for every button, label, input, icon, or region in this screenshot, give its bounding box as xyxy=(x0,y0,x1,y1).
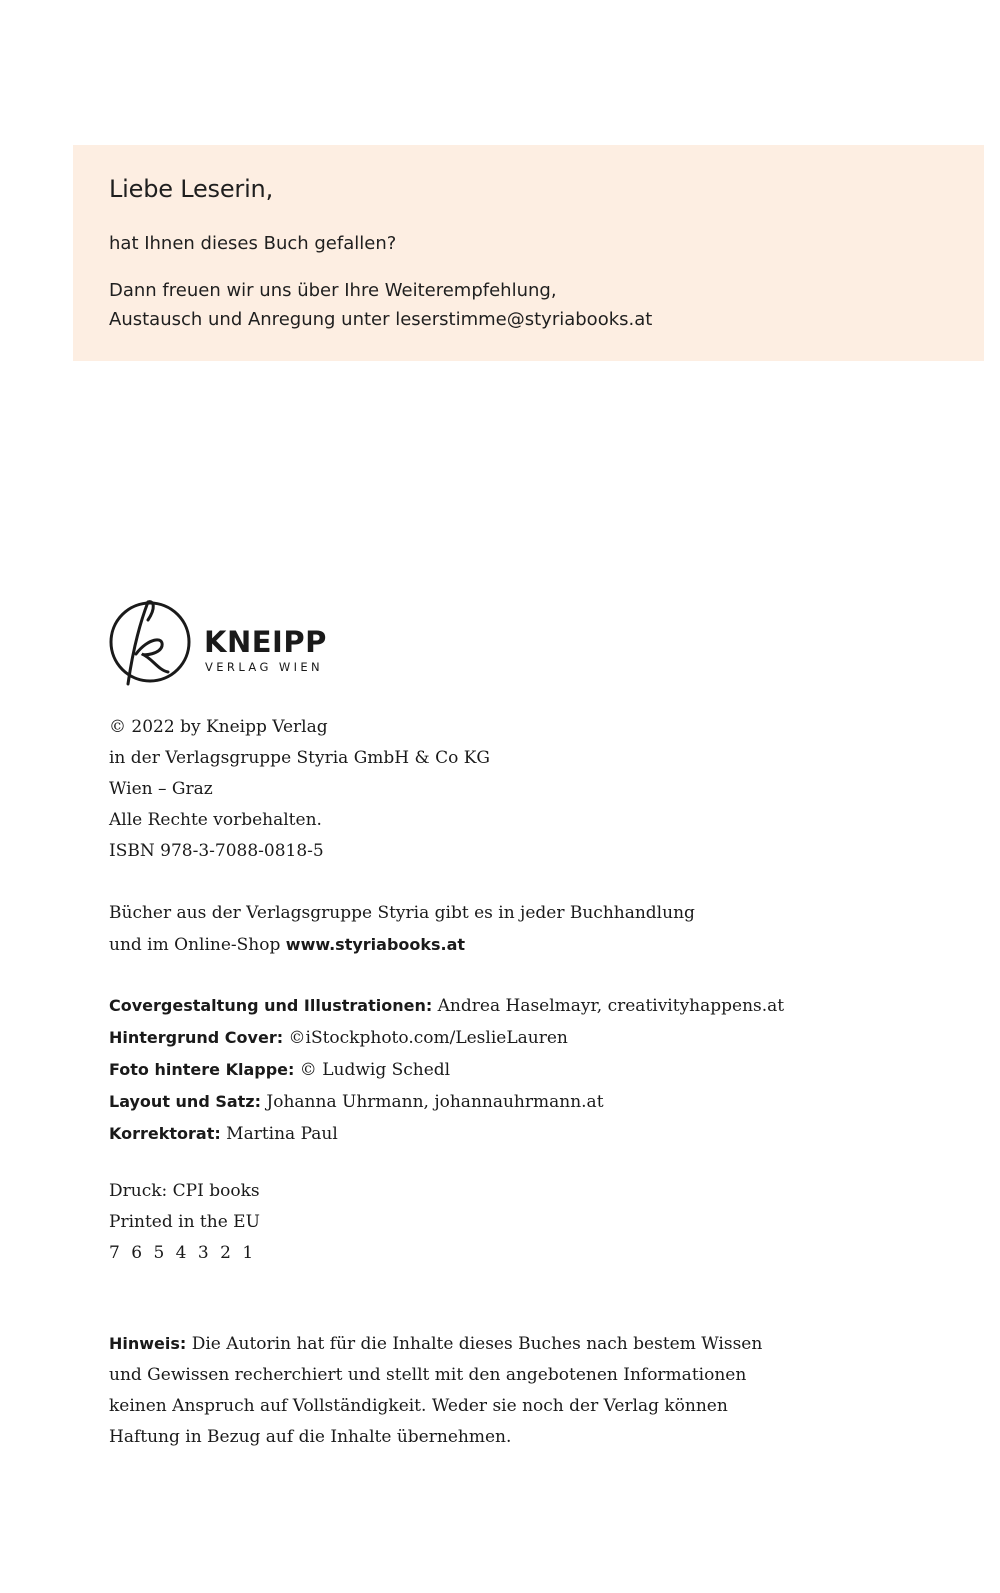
disclaimer-text: Die Autorin hat für die Inhalte dieses Buches nach bestem Wissen xyxy=(186,1334,763,1354)
disclaimer-line: und Gewissen recherchiert und stellt mit den angebotenen Informationen xyxy=(109,1365,747,1385)
reader-note-question: hat Ihnen dieses Buch gefallen? xyxy=(109,233,397,254)
imprint-line: in der Verlagsgruppe Styria GmbH & Co KG xyxy=(109,748,490,768)
credit-value: Andrea Haselmayr, creativityhappens.at xyxy=(432,996,785,1016)
kneipp-logo xyxy=(108,598,338,690)
disclaimer-label: Hinweis: xyxy=(109,1334,187,1353)
credit-line xyxy=(109,1022,909,1054)
disclaimer-line xyxy=(109,1328,909,1360)
credit-value: Johanna Uhrmann, johannauhrmann.at xyxy=(261,1092,604,1112)
imprint-line: Alle Rechte vorbehalten. xyxy=(109,810,322,830)
logo-brand-name: KNEIPP xyxy=(204,625,327,659)
credit-label: Hintergrund Cover: xyxy=(109,1028,284,1047)
imprint-block xyxy=(109,712,909,867)
edition-line: 7 6 5 4 3 2 1 xyxy=(109,1243,257,1263)
disclaimer-line: keinen Anspruch auf Vollständigkeit. Weder sie noch der Verlag können xyxy=(109,1396,728,1416)
logo-subtitle: VERLAG WIEN xyxy=(205,660,324,674)
shop-block xyxy=(109,898,909,961)
credit-line xyxy=(109,1086,909,1118)
disclaimer-block xyxy=(109,1328,909,1453)
credit-label: Covergestaltung und Illustrationen: xyxy=(109,996,433,1015)
credit-line xyxy=(109,1054,909,1086)
credits-block xyxy=(109,990,909,1150)
print-block xyxy=(109,1176,909,1269)
kneipp-monogram-icon xyxy=(108,598,196,690)
credit-label: Korrektorat: xyxy=(109,1124,221,1143)
credit-value: ©iStockphoto.com/LeslieLauren xyxy=(283,1028,568,1048)
reader-note-thanks xyxy=(109,276,869,334)
shop-line-1: Bücher aus der Verlagsgruppe Styria gibt es in jeder Buchhandlung xyxy=(109,903,695,923)
reader-note-thanks-line2: Austausch und Anregung unter leserstimme@styriabooks.at xyxy=(109,309,653,330)
imprint-line: Wien – Graz xyxy=(109,779,213,799)
shop-website-link[interactable]: www.styriabooks.at xyxy=(285,935,466,954)
origin-line: Printed in the EU xyxy=(109,1212,260,1232)
shop-line-2 xyxy=(109,929,909,961)
isbn-line: ISBN 978-3-7088-0818-5 xyxy=(109,841,324,861)
shop-line-2-prefix: und im Online-Shop xyxy=(109,935,286,955)
reader-note-thanks-line1: Dann freuen wir uns über Ihre Weiterempfehlung, xyxy=(109,280,557,301)
reader-note-box xyxy=(73,145,984,361)
credit-value: © Ludwig Schedl xyxy=(294,1060,451,1080)
credit-label: Layout und Satz: xyxy=(109,1092,262,1111)
credit-value: Martina Paul xyxy=(220,1124,338,1144)
reader-note-greeting: Liebe Leserin, xyxy=(109,175,273,203)
printer-line: Druck: CPI books xyxy=(109,1181,260,1201)
imprint-line: © 2022 by Kneipp Verlag xyxy=(109,717,328,737)
credit-line xyxy=(109,990,909,1022)
disclaimer-line: Haftung in Bezug auf die Inhalte übernehmen. xyxy=(109,1427,512,1447)
credit-line xyxy=(109,1118,909,1150)
credit-label: Foto hintere Klappe: xyxy=(109,1060,295,1079)
